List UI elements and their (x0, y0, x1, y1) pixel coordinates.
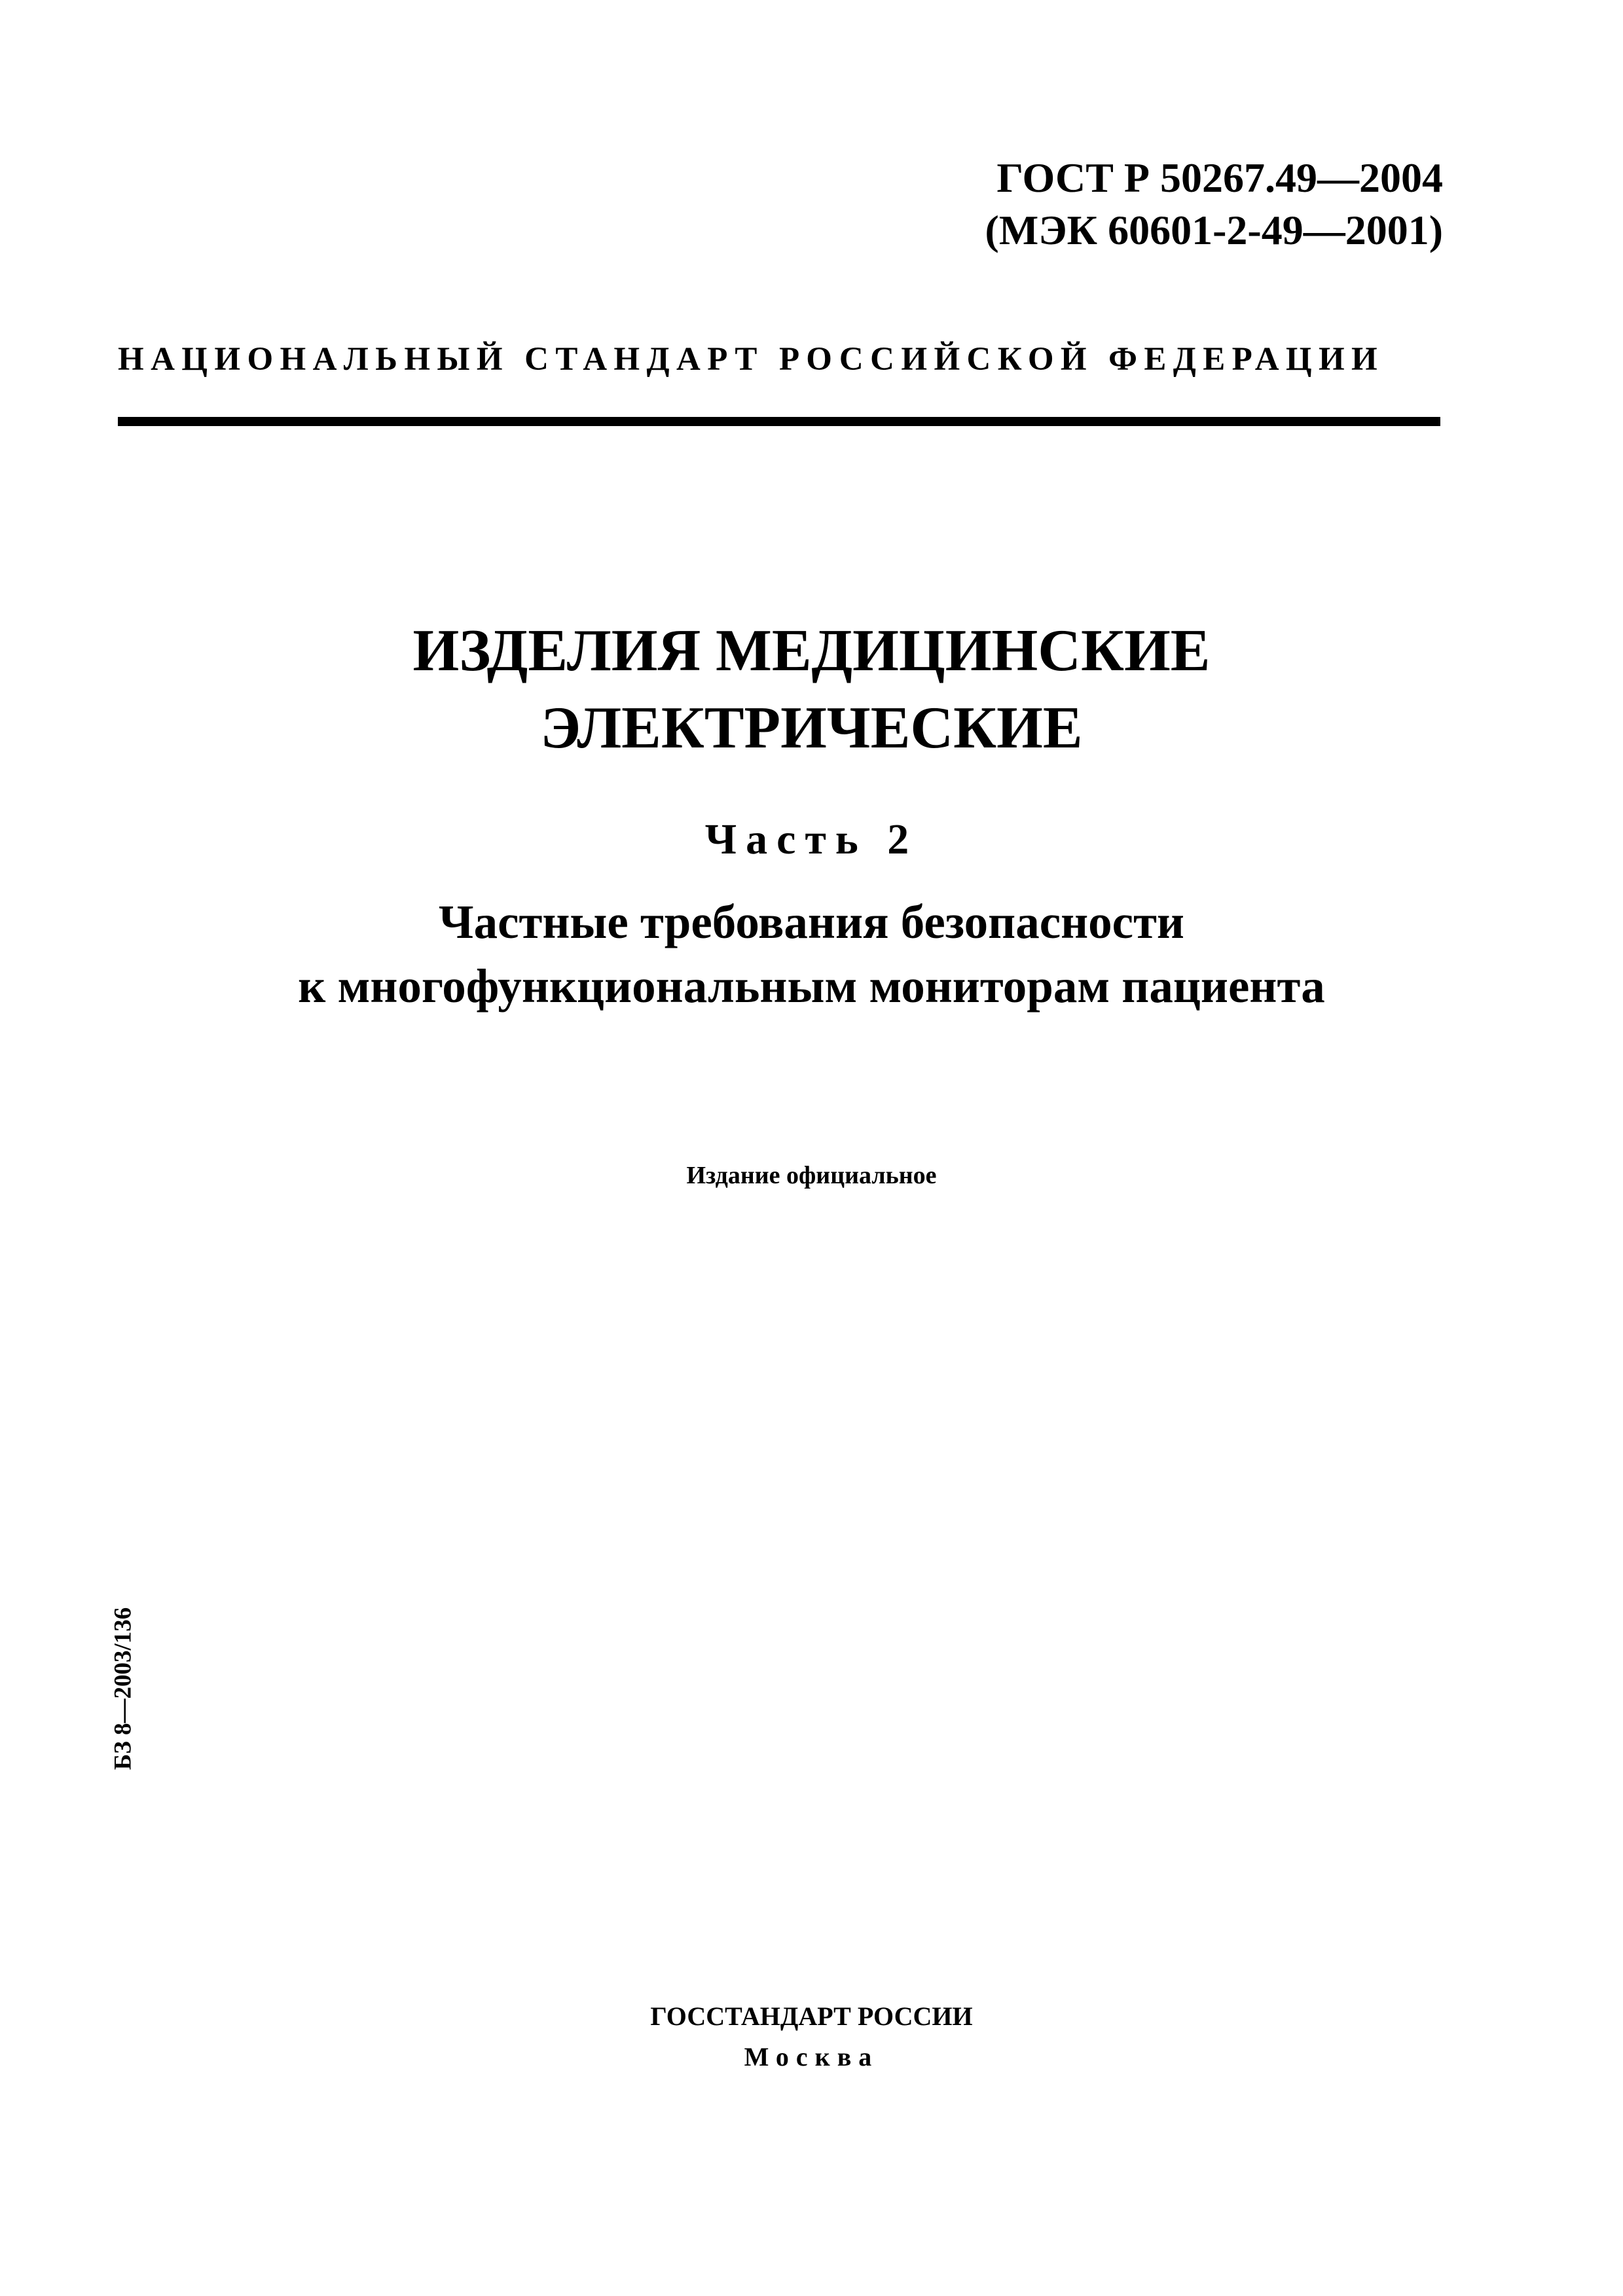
document-subtitle (0, 890, 1623, 1018)
publisher-city: Москва (744, 2042, 879, 2072)
side-code-container (97, 1420, 149, 1957)
publisher-block (0, 1996, 1623, 2077)
side-code: БЗ 8—2003/136 (109, 1607, 137, 1770)
standard-code-block (985, 152, 1443, 257)
document-title (0, 612, 1623, 766)
title-line-2: ЭЛЕКТРИЧЕСКИЕ (540, 694, 1083, 761)
header-divider (118, 417, 1440, 426)
publisher-name: ГОССТАНДАРТ РОССИИ (650, 2001, 973, 2031)
edition-label: Издание официальное (686, 1162, 937, 1189)
subtitle-line-2: к многофункциональным мониторам пациента (298, 960, 1325, 1013)
subtitle-line-1: Частные требования безопасности (439, 895, 1184, 948)
standard-code: ГОСТ Р 50267.49—2004 (996, 154, 1443, 201)
title-line-1: ИЗДЕЛИЯ МЕДИЦИНСКИЕ (412, 617, 1211, 683)
part-label: Часть 2 (704, 816, 919, 863)
iec-code: (МЭК 60601-2-49—2001) (985, 207, 1443, 253)
national-standard-header: НАЦИОНАЛЬНЫЙ СТАНДАРТ РОССИЙСКОЙ ФЕДЕРАЦИИ (118, 341, 1385, 378)
